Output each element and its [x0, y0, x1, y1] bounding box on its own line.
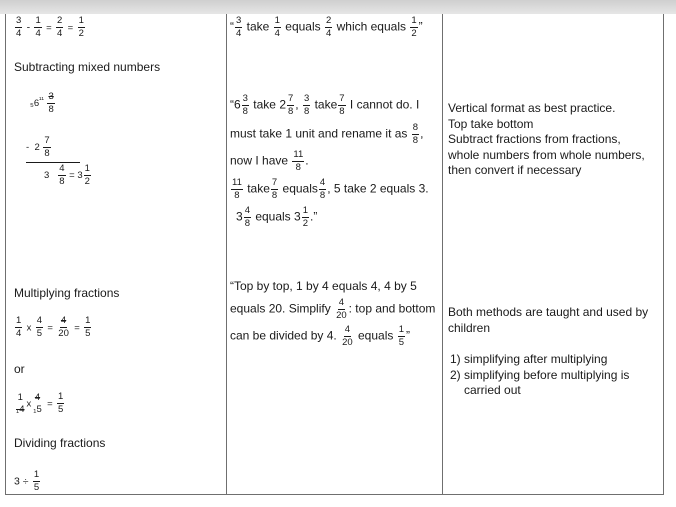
subtract-result: 3 $\frac{4}{8}$ = 3 $\frac{1}{2}$	[44, 163, 90, 187]
fraction: 1 ₁4	[16, 391, 25, 415]
multiply-spoken-line-1: “Top by top, 1 by 4 equals 4, 4 by 5	[230, 279, 417, 293]
fraction: $\frac{4}{20}$	[58, 315, 69, 339]
subtract-row-1: $_56^{^{11}}$ $\frac{3}{8}$	[30, 91, 54, 115]
method-item-2: 2) simplifying before multiplying is	[450, 367, 630, 382]
fraction: $\frac{3}{4}$	[16, 15, 22, 39]
fraction: $\frac{1}{2}$	[411, 15, 417, 39]
subtract-row-2: - 2 $\frac{7}{8}$	[26, 135, 50, 159]
multiply-method-2: 1 ₁4 x 4 ₁5 = $\frac{1}{5}$	[16, 391, 64, 415]
note-line: children	[448, 320, 491, 335]
note-line: then convert if necessary	[448, 163, 582, 177]
fraction: $\frac{1}{5}$	[33, 469, 40, 493]
fraction: $\frac{1}{4}$	[35, 15, 41, 39]
fraction: $\frac{4}{20}$	[342, 324, 353, 348]
note-line: Subtract fractions from fractions,	[448, 132, 621, 146]
column-divider-1	[226, 14, 227, 495]
fraction: $\frac{11}{8}$	[293, 149, 304, 173]
window-top-bar	[0, 0, 676, 14]
divide-expression: 3 ÷ $\frac{1}{5}$	[14, 469, 40, 493]
multiply-spoken-line-2: equals 20. Simplify $\frac{4}{20}$ : top and bottom	[230, 297, 436, 321]
note-line: whole numbers from whole numbers,	[448, 147, 645, 162]
fraction: $\frac{7}{8}$	[271, 177, 278, 201]
note-line: Both methods are taught and used by	[448, 305, 649, 319]
dividing-heading: Dividing fractions	[14, 436, 106, 450]
subtracting-heading: Subtracting mixed numbers	[14, 60, 161, 74]
subtract-notes	[448, 101, 645, 179]
multiply-methods-list	[450, 352, 629, 399]
document-table	[5, 14, 664, 495]
method-item-2-cont: carried out	[464, 383, 521, 397]
fraction: $\frac{4}{8}$	[244, 205, 250, 229]
method-item-1: 1) simplifying after multiplying	[450, 352, 608, 366]
fraction: $\frac{1}{5}$	[85, 315, 91, 339]
fraction: $\frac{7}{8}$	[44, 135, 50, 159]
fraction: $\frac{1}{5}$	[58, 391, 64, 415]
multiply-method-1: $\frac{1}{4}$ x $\frac{4}{5}$ = $\frac{4}{20}$ = $\frac{1}{5}$	[16, 315, 91, 339]
fraction: $\frac{7}{8}$	[339, 93, 345, 117]
fraction: $\frac{3}{4}$	[236, 15, 242, 39]
subtract-spoken-line-2: must take 1 unit and rename it as $\frac{8}{8}$ ,	[230, 122, 424, 146]
top-example-expression: $\frac{3}{4}$ - $\frac{1}{4}$ = $\frac{2}{4}$ = $\frac{1}{2}$	[16, 15, 84, 39]
note-line: Vertical format as best practice.	[448, 101, 616, 115]
subtract-spoken-line-3: now I have $\frac{11}{8}$ .	[230, 149, 309, 173]
fraction: $\frac{2}{4}$	[325, 15, 332, 39]
subtract-rule	[26, 162, 80, 163]
subtract-spoken-line-5: 3 $\frac{4}{8}$ equals 3 $\frac{1}{2}$ .”	[236, 205, 318, 229]
fraction: $\frac{1}{2}$	[78, 15, 84, 39]
fraction: $\frac{7}{8}$	[288, 93, 294, 117]
note-line: Top take bottom	[448, 116, 534, 131]
multiply-notes	[448, 305, 648, 336]
fraction: $\frac{1}{2}$	[302, 205, 308, 229]
fraction: $\frac{4}{8}$	[319, 177, 326, 201]
fraction: $\frac{3}{8}$	[303, 93, 310, 117]
fraction: $\frac{1}{4}$	[16, 315, 22, 339]
subtract-spoken-line-1: “6 $\frac{3}{8}$ take 2 $\frac{7}{8}$ , $\frac{3}{8}$ take $\frac{7}{8}$ I cannot do. I	[230, 93, 420, 117]
fraction: $\frac{8}{8}$	[412, 122, 419, 146]
or-label: or	[14, 362, 25, 376]
fraction: $\frac{1}{2}$	[84, 163, 90, 187]
fraction: $\frac{3}{8}$	[242, 93, 248, 117]
fraction: $\frac{4}{20}$	[336, 297, 347, 321]
fraction: $\frac{11}{8}$	[232, 177, 242, 201]
fraction: $\frac{3}{8}$	[48, 91, 54, 115]
fraction: $\frac{1}{4}$	[274, 15, 280, 39]
multiplying-heading: Multiplying fractions	[14, 286, 120, 300]
top-spoken-text: “ $\frac{3}{4}$ take $\frac{1}{4}$ equals $\frac{2}{4}$ which equals $\frac{1}{2}$ ”	[230, 15, 423, 39]
column-divider-2	[442, 14, 443, 495]
fraction: 4 ₁5	[33, 391, 42, 415]
fraction: $\frac{2}{4}$	[57, 15, 63, 39]
fraction: $\frac{4}{5}$	[36, 315, 43, 339]
subtract-spoken-line-4: $\frac{11}{8}$ take $\frac{7}{8}$ equals $\frac{4}{8}$ , 5 take 2 equals 3.	[232, 177, 429, 201]
fraction: $\frac{1}{5}$	[398, 324, 405, 348]
fraction: $\frac{4}{8}$	[59, 163, 65, 187]
multiply-spoken-line-3: can be divided by 4. $\frac{4}{20}$ equals $\frac{1}{5}$ ”	[230, 324, 411, 348]
